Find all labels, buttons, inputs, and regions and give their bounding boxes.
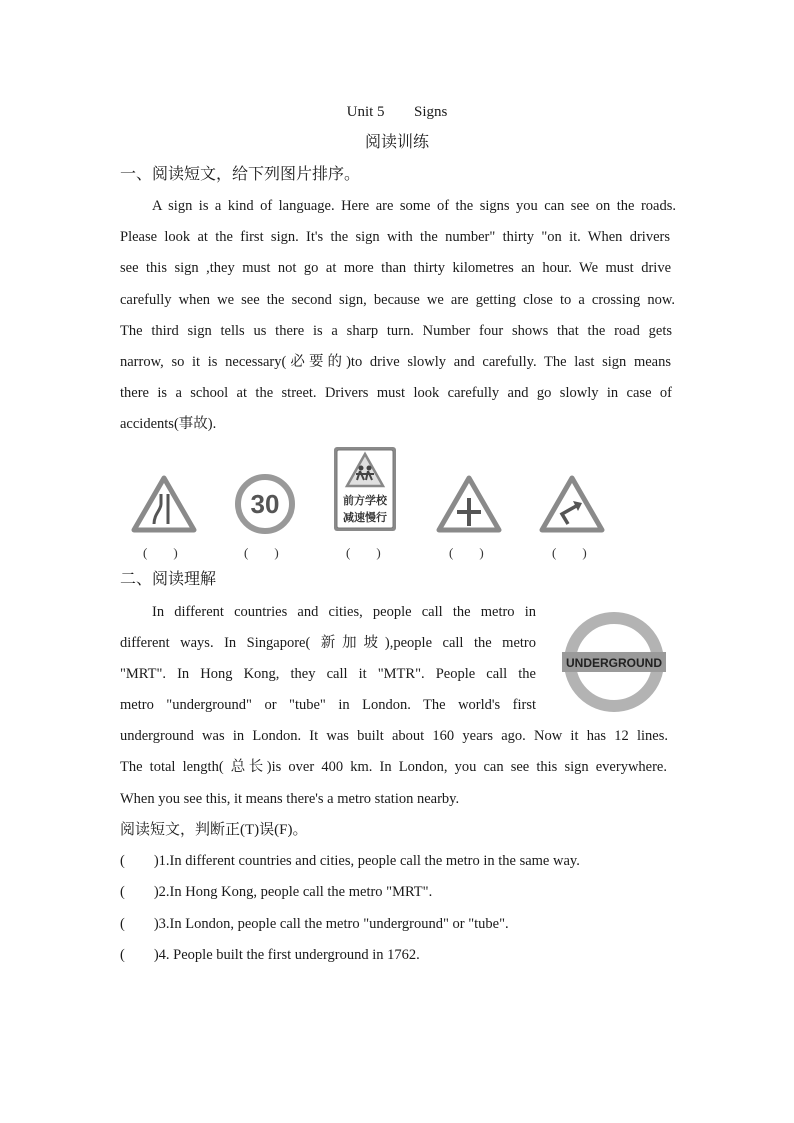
school-sign-text-1: 前方学校 <box>343 495 387 507</box>
passage-2-line: different ways. In Singapore( 新加坡),people call the metro <box>120 635 536 651</box>
passage-2-line: In different countries and cities, people call the metro in <box>152 604 536 620</box>
question-text: 4. People built the first underground in 1762. <box>158 947 420 963</box>
passage-2-line: metro "underground" or "tube" in London. The world's first <box>120 697 536 713</box>
answer-blank[interactable]: ( ) <box>120 916 159 932</box>
passage-2-line: The total length( 总长)is over 400 km. In London, you can see this sign everywhere. <box>120 759 667 775</box>
sharp-turn-sign-icon <box>538 474 606 534</box>
passage-1-line: carefully when we see the second sign, because we are getting close to a crossing now. <box>120 292 675 308</box>
road-narrows-sign-icon <box>130 474 198 534</box>
speed-limit-30-sign-icon <box>233 472 297 536</box>
page-subtitle: 阅读训练 <box>364 134 429 151</box>
sign-answer-blank[interactable]: ( ) <box>244 545 279 560</box>
unit-number: Unit 5 <box>346 104 385 120</box>
question-text: 2.In Hong Kong, people call the metro "MRT". <box>158 884 433 900</box>
question-row <box>120 914 509 934</box>
underground-logo-text: UNDERGROUND <box>566 656 662 670</box>
school-sign-text-2: 减速慢行 <box>343 512 387 524</box>
crossroads-sign-icon <box>435 474 503 534</box>
passage-1-line: there is a school at the street. Drivers must look carefully and go slowly in case of <box>120 385 672 401</box>
question-row <box>120 882 432 902</box>
question-row <box>120 945 420 965</box>
sign-answer-blank[interactable]: ( ) <box>346 545 381 560</box>
question-text: 3.In London, people call the metro "underground" or "tube". <box>158 916 509 932</box>
passage-1-line: accidents(事故). <box>120 416 217 432</box>
speed-limit-number: 30 <box>250 489 280 519</box>
passage-1-line: A sign is a kind of language. Here are some of the signs you can see on the roads. <box>152 198 676 214</box>
sign-answer-blank[interactable]: ( ) <box>552 545 587 560</box>
answer-blank[interactable]: ( ) <box>120 947 159 963</box>
passage-2-line: "MRT". In Hong Kong, they call it "MTR". People call the <box>120 666 536 682</box>
passage-1-line: The third sign tells us there is a sharp turn. Number four shows that the road gets <box>120 323 672 339</box>
unit-topic: Signs <box>414 104 448 120</box>
answer-blank[interactable]: ( ) <box>120 884 159 900</box>
sign-answer-blank[interactable]: ( ) <box>449 545 484 560</box>
question-text: 1.In different countries and cities, people call the metro in the same way. <box>158 853 580 869</box>
tf-instruction: 阅读短文，判断正(T)误(F)。 <box>120 822 308 838</box>
passage-1-line: Please look at the first sign. It's the sign with the number" thirty "on it. When drivers <box>120 229 670 245</box>
passage-1-line: see this sign ,they must not go at more than thirty kilometres an hour. We must drive <box>120 260 671 276</box>
sign-answer-blank[interactable]: ( ) <box>143 545 178 560</box>
question-row <box>120 851 580 871</box>
section1-heading: 一、阅读短文，给下列图片排序。 <box>120 166 361 183</box>
underground-logo-icon <box>556 610 672 714</box>
passage-2-line: When you see this, it means there's a metro station nearby. <box>120 791 460 807</box>
passage-1-line: narrow, so it is necessary(必要的)to drive slowly and carefully. The last sign means <box>120 354 671 370</box>
section2-heading: 二、阅读理解 <box>120 571 217 588</box>
answer-blank[interactable]: ( ) <box>120 853 159 869</box>
unit-title <box>0 102 794 122</box>
school-ahead-sign-icon <box>333 446 397 532</box>
passage-2-line: underground was in London. It was built about 160 years ago. Now it has 12 lines. <box>120 728 668 744</box>
